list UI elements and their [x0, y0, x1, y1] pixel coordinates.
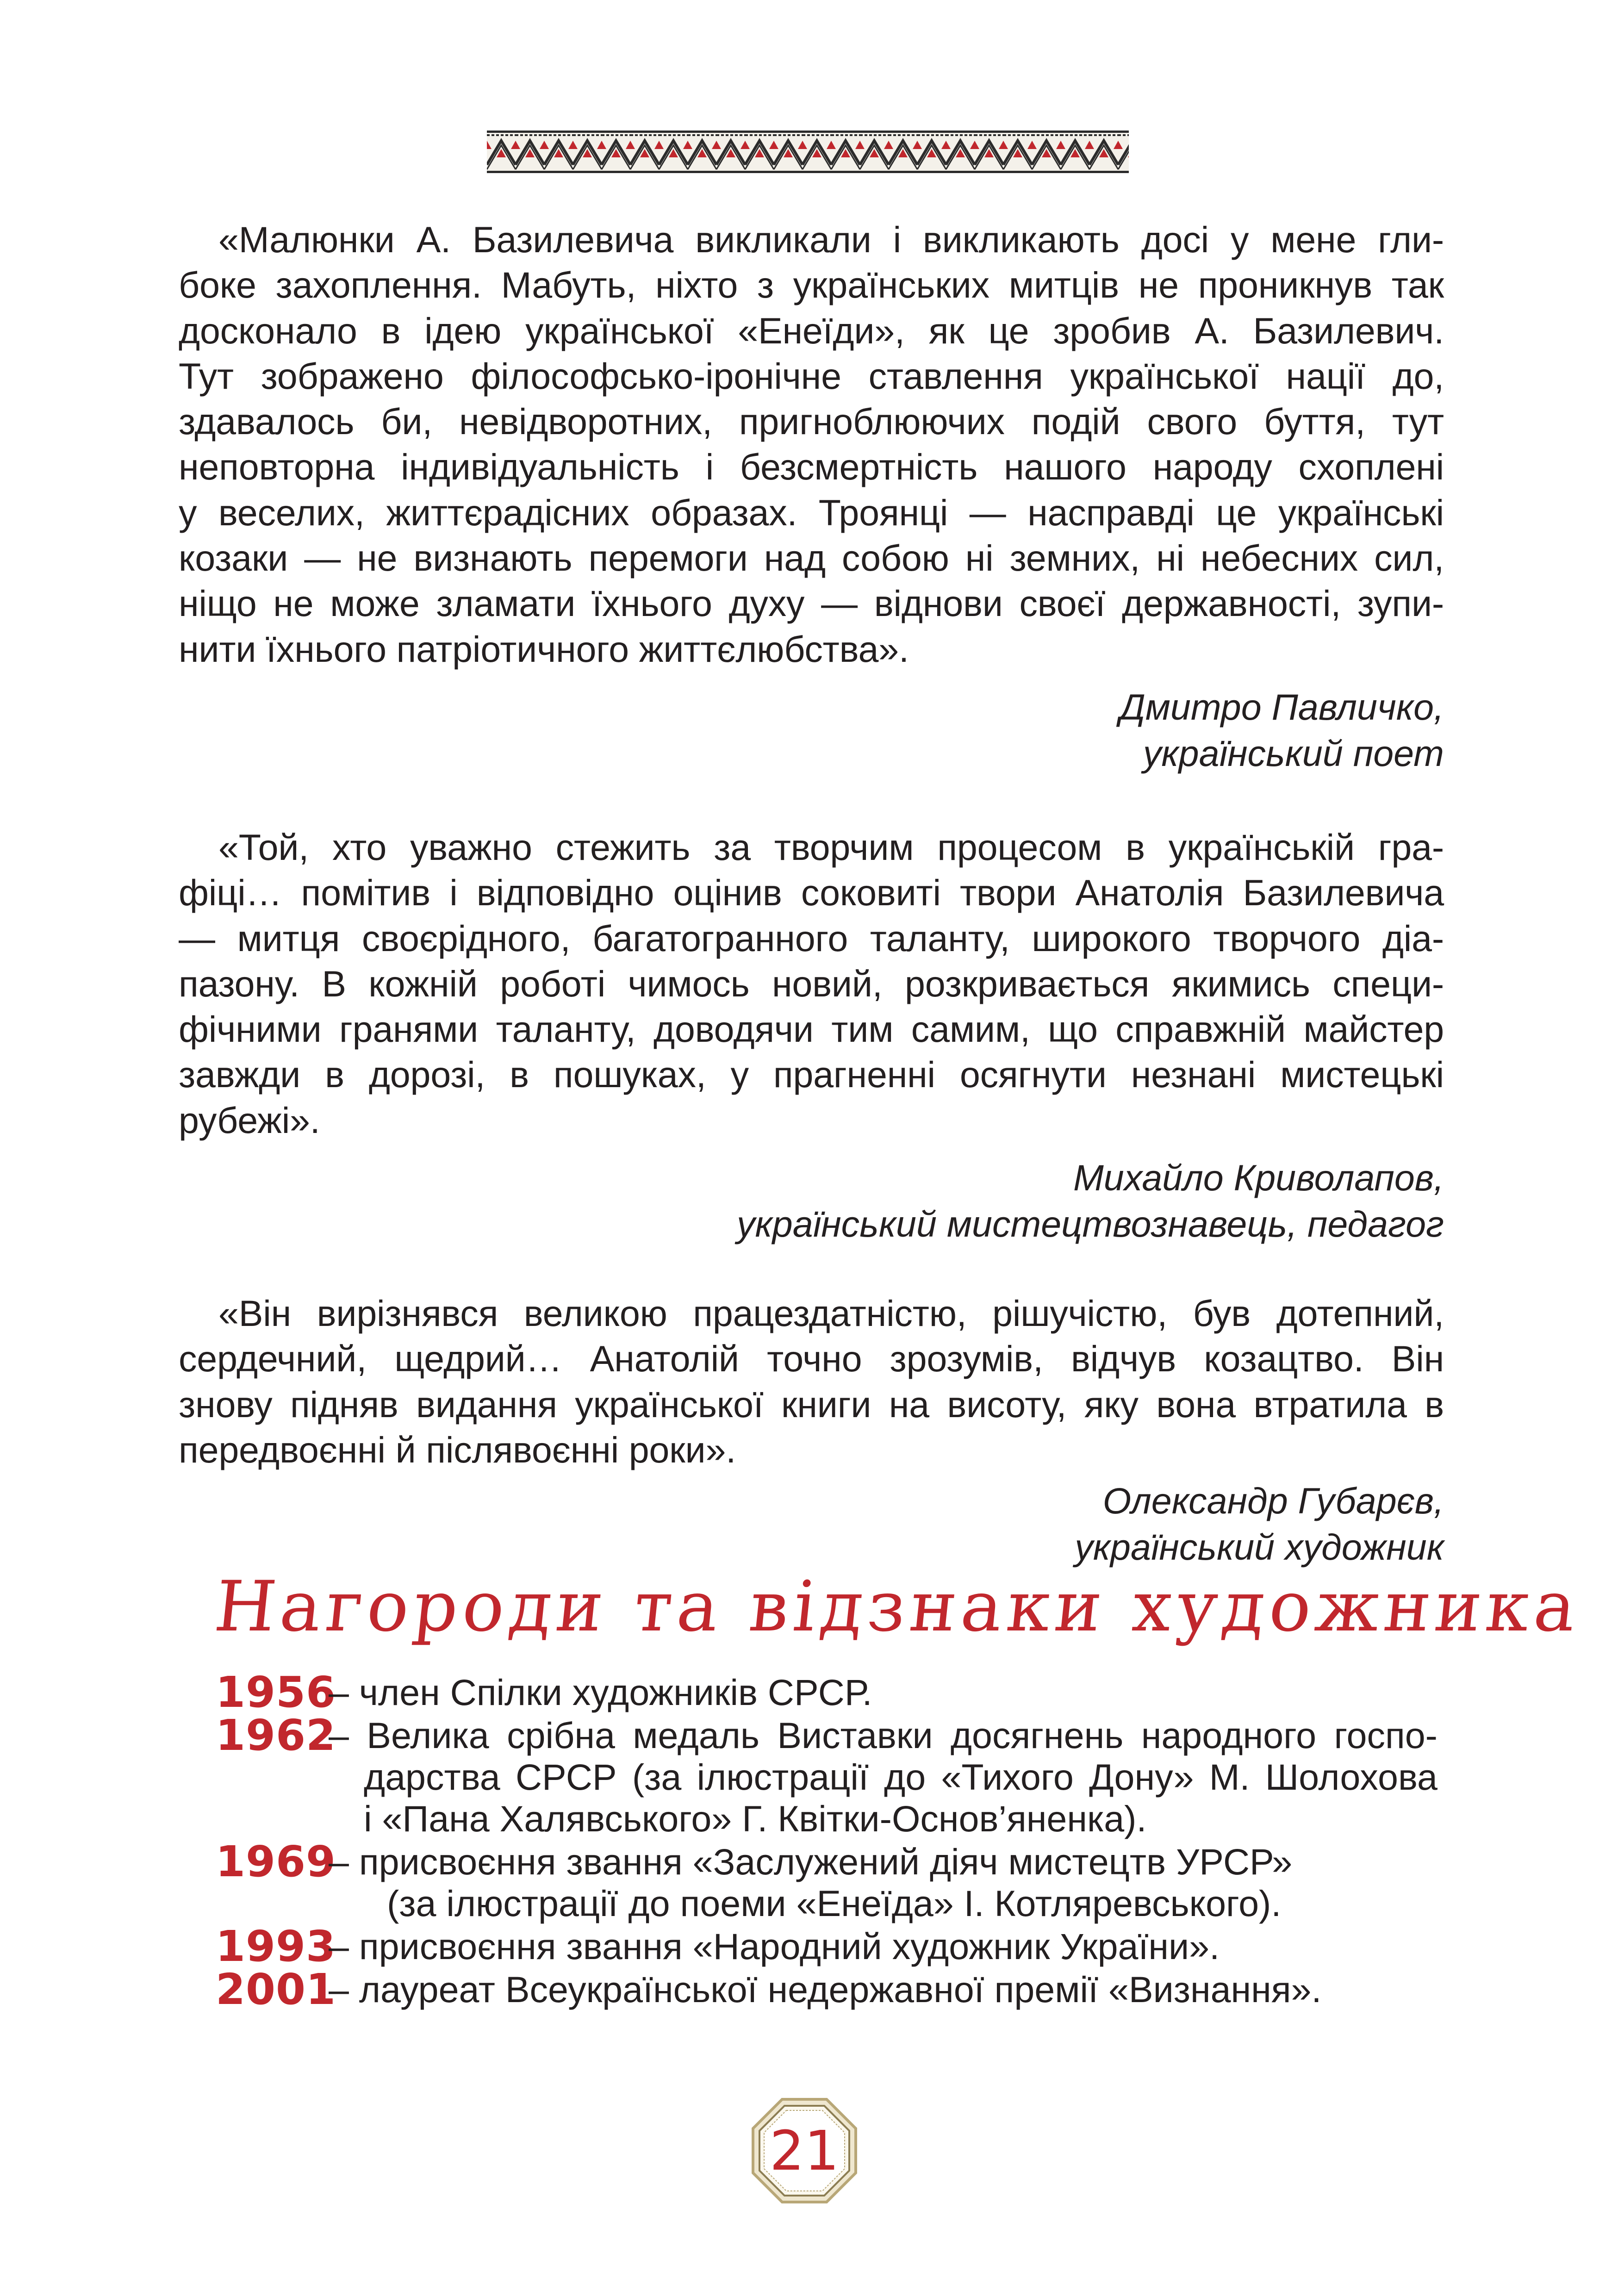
quote-line: ніщо не може зламати їхнього духу — віднови своєї державності, зупи-: [179, 583, 1444, 624]
award-year: 1956: [216, 1668, 336, 1717]
page-number: 21: [769, 2119, 840, 2183]
author-role: український художник: [1075, 1526, 1444, 1568]
author-name: Олександр Губарєв,: [1102, 1480, 1444, 1521]
quote-line: неповторна індивідуальність і безсмертність нашого народу схоплені: [179, 446, 1444, 488]
quote-kryvolapov: [179, 825, 1444, 1143]
quote-attribution-kryvolapov: [737, 1155, 1444, 1247]
decorative-ornament-band: [487, 131, 1129, 173]
award-line: – присвоєння звання «Народний художник України».: [329, 1926, 1220, 1967]
quote-line: козаки — не визнають перемоги над собою ні земних, ні небесних сил,: [179, 537, 1444, 579]
award-line: – член Спілки художників СРСР.: [329, 1672, 872, 1713]
quote-line: у веселих, життєрадісних образах. Троянці — насправді це українські: [179, 492, 1444, 533]
award-item: [216, 1668, 1438, 1717]
quote-line: «Той, хто уважно стежить за творчим процесом в українській гра-: [218, 827, 1444, 868]
author-role: український поет: [1143, 733, 1444, 774]
award-line: дарства СРСР (за ілюстрації до «Тихого Дону» М. Шолохова: [364, 1756, 1438, 1798]
award-line: – лауреат Всеукраїнської недержавної премії «Визнання».: [329, 1969, 1322, 2010]
quote-gubarev: [179, 1291, 1444, 1473]
quote-line: фічними гранями таланту, доводячи тим самим, що справжній майстер: [179, 1008, 1444, 1050]
award-year: 1969: [216, 1837, 336, 1886]
quote-line: здавалось би, невідворотних, пригноблюючих подій свого буття, тут: [179, 401, 1444, 442]
quote-line: пазону. В кожній роботі чимось новий, розкривається якимись специ-: [179, 963, 1444, 1004]
award-year: 1962: [216, 1711, 336, 1760]
author-name: Михайло Криволапов,: [1073, 1157, 1444, 1198]
quote-line: «Малюнки А. Базилевича викликали і викликають досі у мене гли-: [218, 219, 1444, 260]
award-text: [329, 1969, 1438, 2010]
quote-line: Тут зображено філософсько-іронічне ставлення української нації до,: [179, 355, 1444, 397]
award-item: [216, 1711, 1438, 1840]
award-year: 1993: [216, 1922, 336, 1971]
award-line: (за ілюстрації до поеми «Енеїда» І. Котляревського).: [387, 1883, 1282, 1924]
quote-line: знову підняв видання української книги на висоту, яку вона втратила в: [179, 1383, 1444, 1425]
quote-line: передвоєнні й післявоєнні роки».: [179, 1429, 736, 1470]
award-year: 2001: [216, 1965, 336, 2014]
award-item: [216, 1922, 1438, 1971]
quote-line: завжди в дорозі, в пошуках, у прагненні осягнути незнані мистецькі: [179, 1054, 1444, 1095]
quote-line: досконало в ідею української «Енеїди», як це зробив А. Базилевич.: [179, 310, 1444, 351]
award-line: – присвоєння звання «Заслужений діяч мистецтв УРСР»: [329, 1841, 1293, 1882]
quote-line: сердечний, щедрий… Анатолій точно зрозумів, відчув козацтво. Він: [179, 1338, 1444, 1380]
quote-line: боке захоплення. Мабуть, ніхто з українських митців не проникнув так: [179, 264, 1444, 306]
award-item: [216, 1965, 1438, 2014]
quote-pavlychko: [179, 217, 1444, 672]
award-text: [329, 1841, 1438, 1924]
quote-attribution-gubarev: [1075, 1478, 1444, 1570]
awards-list: [216, 1668, 1438, 2014]
award-text: [329, 1672, 1438, 1713]
quote-line: нити їхнього патріотичного життєлюбства».: [179, 628, 909, 670]
quote-attribution-pavlychko: [1120, 684, 1444, 777]
award-item: [216, 1837, 1438, 1924]
quote-line: — митця своєрідного, багатогранного таланту, широкого творчого діа-: [179, 917, 1444, 959]
quote-line: рубежі».: [179, 1099, 320, 1141]
section-heading-awards: Нагороди та відзнаки художника: [211, 1567, 1585, 1647]
quote-line: фіці… помітив і відповідно оцінив соковиті твори Анатолія Базилевича: [179, 872, 1444, 914]
quote-line: «Він вирізнявся великою працездатністю, рішучістю, був дотепний,: [218, 1293, 1444, 1334]
author-role: український мистецтвознавець, педагог: [736, 1203, 1444, 1244]
award-text: [329, 1715, 1438, 1840]
author-name: Дмитро Павличко,: [1120, 686, 1444, 728]
award-line: – Велика срібна медаль Виставки досягнень народного госпо-: [329, 1715, 1438, 1756]
award-text: [329, 1926, 1438, 1967]
award-line: і «Пана Халявського» Г. Квітки-Основ’яненка).: [364, 1798, 1147, 1839]
